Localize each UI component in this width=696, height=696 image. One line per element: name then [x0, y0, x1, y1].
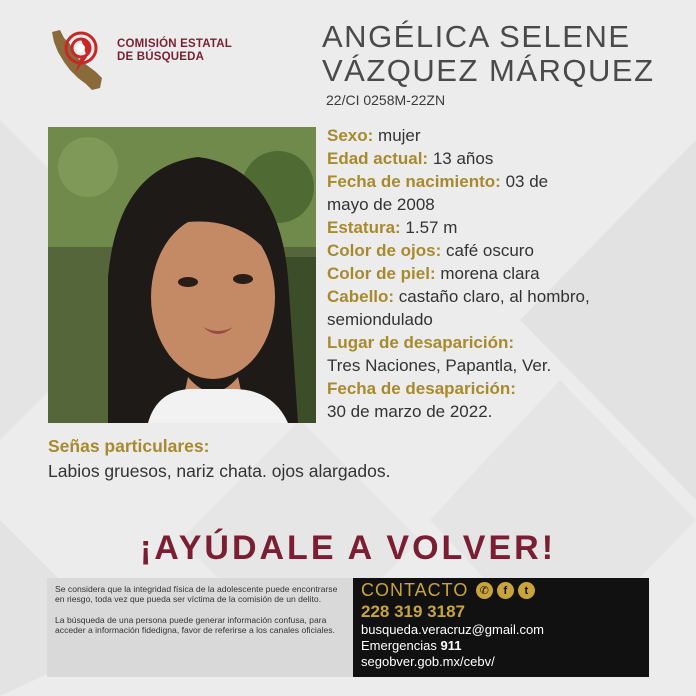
disclaimer-paragraph-1: Se considera que la integridad física de la adolescente puede encontrarse en riesgo, toda vez que pueda ser víctima de la comisión de un delito. [55, 584, 338, 605]
detail-estatura: Estatura: 1.57 m [327, 218, 458, 237]
contact-emergencias: Emergencias 911 [361, 638, 462, 653]
org-name [117, 38, 232, 64]
person-name [322, 20, 682, 88]
person-name-line2: VÁZQUEZ MÁRQUEZ [322, 53, 655, 88]
contact-web[interactable]: segobver.gob.mx/cebv/ [361, 654, 495, 669]
person-photo [48, 127, 316, 423]
contact-email[interactable]: busqueda.veracruz@gmail.com [361, 622, 545, 637]
detail-fecha-value: 30 de marzo de 2022. [327, 402, 493, 421]
twitter-icon[interactable]: t [518, 582, 535, 599]
contact-phone[interactable]: 228 319 3187 [361, 602, 465, 621]
detail-cabello: Cabello: castaño claro, al hombro, [327, 287, 590, 306]
contact-title-row [361, 580, 641, 601]
detail-edad: Edad actual: 13 años [327, 149, 494, 168]
detail-piel: Color de piel: morena clara [327, 264, 540, 283]
detail-lugar-value: Tres Naciones, Papantla, Ver. [327, 356, 552, 375]
org-name-line1: COMISIÓN ESTATAL [117, 38, 232, 50]
case-id: 22/CI 0258M-22ZN [326, 92, 446, 108]
disclaimer-box [47, 578, 353, 677]
phone-icon[interactable]: ✆ [476, 582, 493, 599]
detail-fecha-label: Fecha de desaparición: [327, 379, 516, 398]
detail-sexo: Sexo: mujer [327, 126, 421, 145]
org-name-line2: DE BÚSQUEDA [117, 51, 205, 63]
disclaimer-paragraph-2: La búsqueda de una persona puede generar información confusa, para acceder a información fidedigna, favor de referirse a los canales oficiales. [55, 614, 335, 636]
detail-cabello-cont: semiondulado [327, 310, 433, 329]
detail-lugar-label: Lugar de desaparición: [327, 333, 515, 352]
detail-ojos: Color de ojos: café oscuro [327, 241, 534, 260]
detail-nacimiento-cont: mayo de 2008 [327, 195, 435, 214]
slogan: ¡AYÚDALE A VOLVER! [139, 529, 557, 567]
detail-nacimiento: Fecha de nacimiento: 03 de [327, 172, 549, 191]
person-details [327, 124, 627, 423]
contact-title: CONTACTO [361, 580, 469, 600]
person-name-line1: ANGÉLICA SELENE [322, 19, 631, 54]
senas-label: Señas particulares: [48, 436, 210, 456]
contact-box [353, 578, 649, 677]
facebook-icon[interactable]: f [497, 582, 514, 599]
senas-value: Labios gruesos, nariz chata. ojos alargados. [48, 461, 391, 481]
veracruz-map-pin-icon [46, 26, 116, 98]
contact-icons [476, 582, 535, 599]
